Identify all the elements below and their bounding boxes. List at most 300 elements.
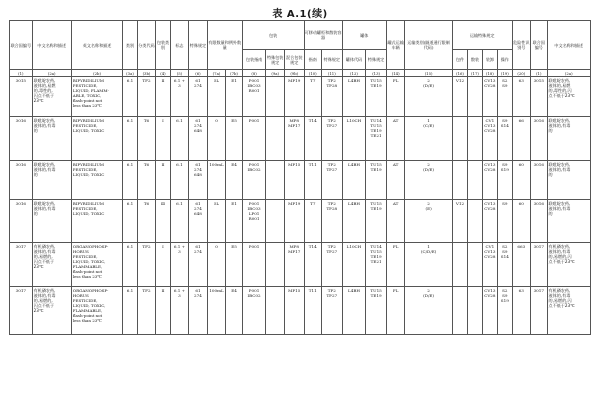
cell-pt-special: [322, 287, 343, 335]
cell-excepted-qty: E1: [226, 200, 242, 243]
cell-pack-group: Ⅰ: [156, 243, 170, 287]
cell-ts-operation: [498, 287, 512, 335]
colnum: (19): [498, 70, 512, 77]
cell-line: S9: [502, 118, 508, 123]
cell-line: 1: [427, 244, 430, 249]
table-row: [10, 117, 591, 161]
cell-line: CV13: [484, 288, 496, 293]
cell-label: [170, 200, 189, 243]
cell-ts-package: [452, 117, 467, 161]
cell-vehicle: FL: [386, 77, 405, 117]
cell-class-code: TF2: [137, 243, 156, 287]
cell-line: 3: [178, 83, 181, 88]
cell-label: [170, 161, 189, 200]
cell-line: 的,易燃的,闪: [548, 254, 572, 259]
cell-mixed: MP8 MP17: [284, 243, 304, 287]
cell-ts-package: [452, 161, 467, 200]
cell-line: 的: [548, 211, 553, 216]
cell-cn-name: [32, 200, 71, 243]
cell-tank-special: [366, 200, 387, 243]
cell-line: TP28: [326, 83, 338, 88]
cell-line: 3: [178, 293, 181, 298]
cell-pt-instr: T11: [304, 287, 322, 335]
cell-line: P001: [248, 244, 260, 249]
cell-un-no: 3017: [10, 243, 33, 287]
cell-line: TU15: [370, 288, 382, 293]
cell-line: 2: [427, 78, 430, 83]
cell-pack-special: [266, 161, 285, 200]
cell-line: 点不低于23℃: [548, 303, 575, 308]
cell-line: PESTICIDE,: [72, 123, 98, 128]
cell-line: S9: [502, 293, 508, 298]
cell-un-no-2: 3015: [531, 77, 547, 117]
colnum: (6): [189, 70, 208, 77]
cell-line: TE19: [370, 83, 382, 88]
cell-ts-operation: [498, 243, 512, 287]
cell-tank-special: [366, 77, 387, 117]
cell-line: 的,易燃的,闪: [548, 298, 572, 303]
cell-hazard-id: 663: [512, 243, 531, 287]
cell-line: 液体的,易燃: [548, 83, 571, 88]
cell-line: TU15: [370, 78, 382, 83]
cell-pt-special: [322, 161, 343, 200]
cell-line: HORUS: [72, 249, 89, 254]
hdr-ts-package: 包件: [452, 50, 467, 70]
cell-pack-group: Ⅱ: [156, 77, 170, 117]
cell-line: 61: [195, 244, 201, 249]
cell-line: 2: [427, 162, 430, 167]
cell-ts-package: [452, 243, 467, 287]
hdr-pack-instr: 包装指南: [242, 50, 266, 70]
cell-ts-bulk: [468, 200, 482, 243]
cell-label: [170, 77, 189, 117]
cell-mixed: MP19: [284, 77, 304, 117]
cell-cn-name: [32, 161, 71, 200]
cell-line: 的: [548, 172, 553, 177]
cell-ts-operation: [498, 161, 512, 200]
cell-line: 6.1: [176, 201, 183, 206]
cell-pack-group: Ⅲ: [156, 200, 170, 243]
cell-pt-instr: T7: [304, 200, 322, 243]
cell-cn-name-2: [547, 77, 590, 117]
cell-line: 61: [195, 201, 201, 206]
cell-line: TU15: [370, 123, 382, 128]
cell-tank-code: L10CH: [342, 117, 366, 161]
cell-line: BIPYRIDILIUM: [72, 162, 104, 167]
cell-line: S19: [500, 298, 509, 303]
cell-line: TE21: [370, 259, 382, 264]
cell-limited-qty: 5L: [207, 77, 226, 117]
cell-excepted-qty: E5: [226, 117, 242, 161]
hdr-en-name: 英文名称和描述: [71, 21, 123, 70]
cell-line: 液体的,有毒: [548, 167, 571, 172]
cell-line: PESTICIDE,: [72, 254, 98, 259]
cell-line: CV28: [484, 254, 496, 259]
cell-vehicle: AT: [386, 161, 405, 200]
cell-ts-package: V12: [452, 77, 467, 117]
cell-line: FLAMMABLE,: [72, 264, 103, 269]
cell-line: 的,毒性的,: [33, 88, 53, 93]
colnum: (9a): [266, 70, 285, 77]
cell-cn-name-2: [547, 243, 590, 287]
cell-line: 的,易燃的,: [33, 298, 53, 303]
cell-un-no-2: 3016: [531, 117, 547, 161]
hdr-limited: 有限数量和例外数量: [207, 21, 242, 70]
cell-line: 联吡啶农药,: [548, 118, 571, 123]
cell-pack-instr: [242, 161, 266, 200]
header-row-1: [10, 21, 591, 50]
cell-line: TP27: [326, 293, 338, 298]
cell-excepted-qty: E1: [226, 77, 242, 117]
hdr-packaging: 包装: [242, 21, 304, 50]
cell-line: 的,毒性的,闪: [548, 88, 572, 93]
cell-tank-special: [366, 287, 387, 335]
cell-pack-instr: [242, 287, 266, 335]
cell-mixed: MP8 MP17: [284, 117, 304, 161]
cell-line: TP27: [326, 249, 338, 254]
cell-line: 23℃: [33, 264, 44, 269]
cell-line: TU15: [370, 201, 382, 206]
cell-pack-instr: [242, 243, 266, 287]
colnum: (10): [304, 70, 322, 77]
cell-class-code: T6: [137, 161, 156, 200]
cell-transport-cat: [405, 200, 452, 243]
hdr-un-no-2: 联合国编号: [531, 21, 547, 70]
hdr-special: 特殊规定: [189, 21, 208, 70]
cell-line: (C/D/E): [420, 249, 437, 254]
cell-pack-special: [266, 117, 285, 161]
cell-line: less than 23℃: [72, 318, 102, 323]
cell-mixed: MP19: [284, 200, 304, 243]
cell-line: FLAMMABLE,: [72, 308, 103, 313]
hdr-ts-bulk: 散装: [468, 50, 482, 70]
colnum: (9b): [284, 70, 304, 77]
cell-tank-special: [366, 243, 387, 287]
cell-line: 联吡啶农药,: [33, 78, 56, 83]
hdr-transport-special: 运输特殊规定: [452, 21, 512, 50]
cell-class: 6.1: [123, 287, 137, 335]
cell-un-no-2: 3016: [531, 161, 547, 200]
cell-mixed: MP15: [284, 161, 304, 200]
cell-ts-operation: [498, 200, 512, 243]
cell-line: 23℃: [33, 308, 44, 313]
table-body: [10, 77, 591, 335]
cell-special: [189, 200, 208, 243]
cell-vehicle: AT: [386, 117, 405, 161]
cell-pt-instr: T7: [304, 77, 322, 117]
colnum: (1): [10, 70, 33, 77]
cell-cn-name-2: [547, 200, 590, 243]
cell-ts-bulk: [468, 117, 482, 161]
cell-pack-group: Ⅱ: [156, 287, 170, 335]
table-row: [10, 287, 591, 335]
cell-tank-special: [366, 161, 387, 200]
cell-class: 6.1: [123, 243, 137, 287]
cell-line: HORUS: [72, 293, 89, 298]
cell-line: 联吡啶农药,: [548, 78, 571, 83]
cell-special: [189, 117, 208, 161]
cell-line: 6.1 +: [173, 244, 186, 249]
cell-vehicle: AT: [386, 200, 405, 243]
cell-line: 的: [33, 172, 38, 177]
cell-excepted-qty: E4: [226, 287, 242, 335]
cell-line: CV13: [484, 201, 496, 206]
colnum: (12): [342, 70, 366, 77]
cell-line: 闪点不低于: [33, 303, 55, 308]
hdr-portable-tank: 可移动罐柜和散装容器: [304, 21, 342, 50]
cell-line: 61: [195, 118, 201, 123]
cell-un-no-2: 3017: [531, 243, 547, 287]
hdr-mixed: 混合包装规定: [284, 50, 304, 70]
colnum: (17): [468, 70, 482, 77]
cell-ts-loading: [482, 243, 497, 287]
cell-pt-instr: T14: [304, 117, 322, 161]
cell-line: 联吡啶农药,: [548, 201, 571, 206]
cell-line: flash-point not: [72, 98, 103, 103]
cell-line: 联吡啶农药,: [33, 162, 56, 167]
cell-line: TE19: [370, 254, 382, 259]
cell-line: (E): [425, 206, 432, 211]
cell-ts-package: [452, 287, 467, 335]
cell-line: CV28: [484, 128, 496, 133]
cell-line: PESTICIDE,: [72, 167, 98, 172]
cell-line: CV28: [484, 83, 496, 88]
cell-line: 6.1 +: [173, 78, 186, 83]
cell-mixed: MP15: [284, 287, 304, 335]
cell-line: TP2: [327, 162, 336, 167]
cell-label: [170, 287, 189, 335]
cell-line: P001: [248, 201, 260, 206]
colnum: (18): [482, 70, 497, 77]
cell-class-code: T6: [137, 117, 156, 161]
cell-pack-special: [266, 287, 285, 335]
cell-cn-name-2: [547, 117, 590, 161]
cell-hazard-id: 60: [512, 161, 531, 200]
cell-line: R001: [248, 216, 260, 221]
cell-ts-bulk: [468, 77, 482, 117]
cell-ts-operation: [498, 117, 512, 161]
cell-line: LIQUID, FLAMM-: [72, 88, 109, 93]
cell-line: 61: [195, 288, 201, 293]
cell-line: 液体的,有毒: [548, 123, 571, 128]
colnum: (7a): [207, 70, 226, 77]
cell-tank-code: L4BH: [342, 161, 366, 200]
cell-class: 6.1: [123, 200, 137, 243]
cell-line: S9: [502, 249, 508, 254]
cell-special: [189, 243, 208, 287]
cell-pack-special: [266, 200, 285, 243]
hdr-label: 标志: [170, 21, 189, 70]
cell-line: 液体的,有毒: [33, 249, 56, 254]
cell-en-name: [71, 287, 123, 335]
colnum: (11): [322, 70, 343, 77]
table-title: 表 A.1(续): [272, 9, 328, 20]
cell-line: TU15: [370, 162, 382, 167]
cell-line: LIQUID, TOXIC: [72, 128, 105, 133]
cell-pack-instr: [242, 77, 266, 117]
cell-line: 2: [427, 288, 430, 293]
cell-class: 6.1: [123, 161, 137, 200]
cell-pt-special: [322, 200, 343, 243]
cell-line: LIQUID, TOXIC,: [72, 259, 106, 264]
colnum: (20): [512, 70, 531, 77]
cell-line: ORGANOPHOSP-: [72, 244, 109, 249]
cell-ts-loading: [482, 161, 497, 200]
cell-line: IBC03: [247, 83, 261, 88]
colnum: (2a): [547, 70, 590, 77]
cell-line: 6.1: [176, 118, 183, 123]
cell-line: TP28: [326, 206, 338, 211]
colnum: (3b): [137, 70, 156, 77]
hdr-hazard-id: 危险性识别号: [512, 21, 531, 70]
cell-line: TE19: [370, 206, 382, 211]
cell-line: TP27: [326, 123, 338, 128]
cell-line: 液体的,有毒: [548, 249, 571, 254]
cell-un-no: 3017: [10, 287, 33, 335]
hdr-ts-loading: 装卸: [482, 50, 497, 70]
cell-line: 有机磷农药,: [33, 244, 56, 249]
cell-line: 6.1: [176, 162, 183, 167]
table-row: [10, 243, 591, 287]
hdr-class: 类别: [123, 21, 137, 70]
cell-line: 点不低于23℃: [548, 93, 575, 98]
dangerous-goods-table: [9, 20, 591, 335]
cell-line: CV13: [484, 249, 496, 254]
cell-line: 61: [195, 162, 201, 167]
cell-line: 有机磷农药,: [33, 288, 56, 293]
hdr-cn-name-2: 中文名称和描述: [547, 21, 590, 70]
cell-ts-bulk: [468, 287, 482, 335]
cell-line: 液体的,有毒: [548, 293, 571, 298]
cell-un-no-2: 3016: [531, 200, 547, 243]
cell-special: [189, 161, 208, 200]
cell-line: 联吡啶农药,: [33, 201, 56, 206]
cell-ts-loading: [482, 77, 497, 117]
cell-pack-instr: [242, 200, 266, 243]
cell-line: 联吡啶农药,: [548, 162, 571, 167]
cell-line: 23℃: [33, 98, 44, 103]
cell-line: 闪点不低于: [33, 259, 55, 264]
cell-line: 的: [548, 128, 553, 133]
cell-limited-qty: 0: [207, 243, 226, 287]
cell-line: P001: [248, 288, 260, 293]
colnum: (16): [452, 70, 467, 77]
table-row: [10, 77, 591, 117]
cell-class-code: TF2: [137, 77, 156, 117]
cell-cn-name: [32, 117, 71, 161]
colnum: (2b): [71, 70, 123, 77]
cell-cn-name-2: [547, 287, 590, 335]
cell-en-name: [71, 77, 123, 117]
cell-en-name: [71, 161, 123, 200]
cell-line: BIPYRIDILIUM: [72, 78, 104, 83]
cell-hazard-id: 66: [512, 117, 531, 161]
cell-tank-code: L4BH: [342, 77, 366, 117]
cell-ts-bulk: [468, 161, 482, 200]
cell-line: 的: [33, 211, 38, 216]
cell-line: CV13: [484, 123, 496, 128]
hdr-tank-special: 特殊规定: [366, 50, 387, 70]
cell-line: TP2: [327, 78, 336, 83]
column-number-row: [10, 70, 591, 77]
cell-line: TP2: [327, 201, 336, 206]
cell-limited-qty: 5L: [207, 200, 226, 243]
cell-line: 274: [194, 83, 202, 88]
cell-class-code: T6: [137, 200, 156, 243]
cell-line: P001: [248, 118, 260, 123]
cell-cn-name: [32, 77, 71, 117]
cell-cn-name: [32, 287, 71, 335]
cell-line: CV28: [484, 167, 496, 172]
colnum: (15): [405, 70, 452, 77]
table-row: [10, 161, 591, 200]
cell-line: 液体的,有毒: [33, 123, 56, 128]
cell-line: S14: [500, 254, 509, 259]
cell-line: PESTICIDE,: [72, 298, 98, 303]
cell-line: S14: [500, 123, 509, 128]
cell-line: 648: [194, 128, 202, 133]
cell-line: 的,易燃的,: [33, 254, 53, 259]
colnum: (14): [386, 70, 405, 77]
cell-hazard-id: 63: [512, 287, 531, 335]
cell-line: LP01: [248, 211, 260, 216]
hdr-pt-special: 特殊规定: [322, 50, 343, 70]
cell-ts-bulk: [468, 243, 482, 287]
colnum: (7b): [226, 70, 242, 77]
cell-tank-special: [366, 117, 387, 161]
cell-transport-cat: [405, 77, 452, 117]
cell-line: 274: [194, 249, 202, 254]
cell-line: CV28: [484, 293, 496, 298]
cell-line: CV1: [485, 244, 495, 249]
cell-vehicle: FL: [386, 287, 405, 335]
hdr-tank-code: 罐体代码: [342, 50, 366, 70]
cell-limited-qty: 0: [207, 117, 226, 161]
cell-tank-code: L4BH: [342, 200, 366, 243]
cell-pack-instr: [242, 117, 266, 161]
cell-line: CV1: [485, 118, 495, 123]
cell-pt-special: [322, 117, 343, 161]
hdr-pack-group: 包装类别: [156, 21, 170, 70]
colnum: (5): [170, 70, 189, 77]
cell-line: TE19: [370, 167, 382, 172]
cell-line: (D/E): [423, 83, 435, 88]
cell-line: TP2: [327, 288, 336, 293]
cell-line: BIPYRIDILIUM: [72, 118, 104, 123]
cell-pack-group: Ⅱ: [156, 161, 170, 200]
cell-line: TE19: [370, 128, 382, 133]
cell-pt-special: [322, 77, 343, 117]
cell-line: PESTICIDE,: [72, 83, 98, 88]
cell-excepted-qty: E4: [226, 161, 242, 200]
cell-tank-code: L4BH: [342, 287, 366, 335]
cell-line: TP2: [327, 118, 336, 123]
cell-pack-special: [266, 243, 285, 287]
cell-cn-name: [32, 243, 71, 287]
cell-line: 274: [194, 167, 202, 172]
hdr-transport-cat: 运输类别(隧道通行限制代码): [405, 21, 452, 70]
colnum: (3a): [123, 70, 137, 77]
cell-line: 液体的,有毒: [548, 206, 571, 211]
cell-line: CV13: [484, 162, 496, 167]
cell-line: 闪点不低于: [33, 93, 55, 98]
cell-pack-special: [266, 77, 285, 117]
cell-line: TE19: [370, 293, 382, 298]
cell-line: 液体的,易燃: [33, 83, 56, 88]
cell-line: PESTICIDE,: [72, 206, 98, 211]
cell-un-no: 3016: [10, 161, 33, 200]
cell-line: (D/E): [423, 167, 435, 172]
